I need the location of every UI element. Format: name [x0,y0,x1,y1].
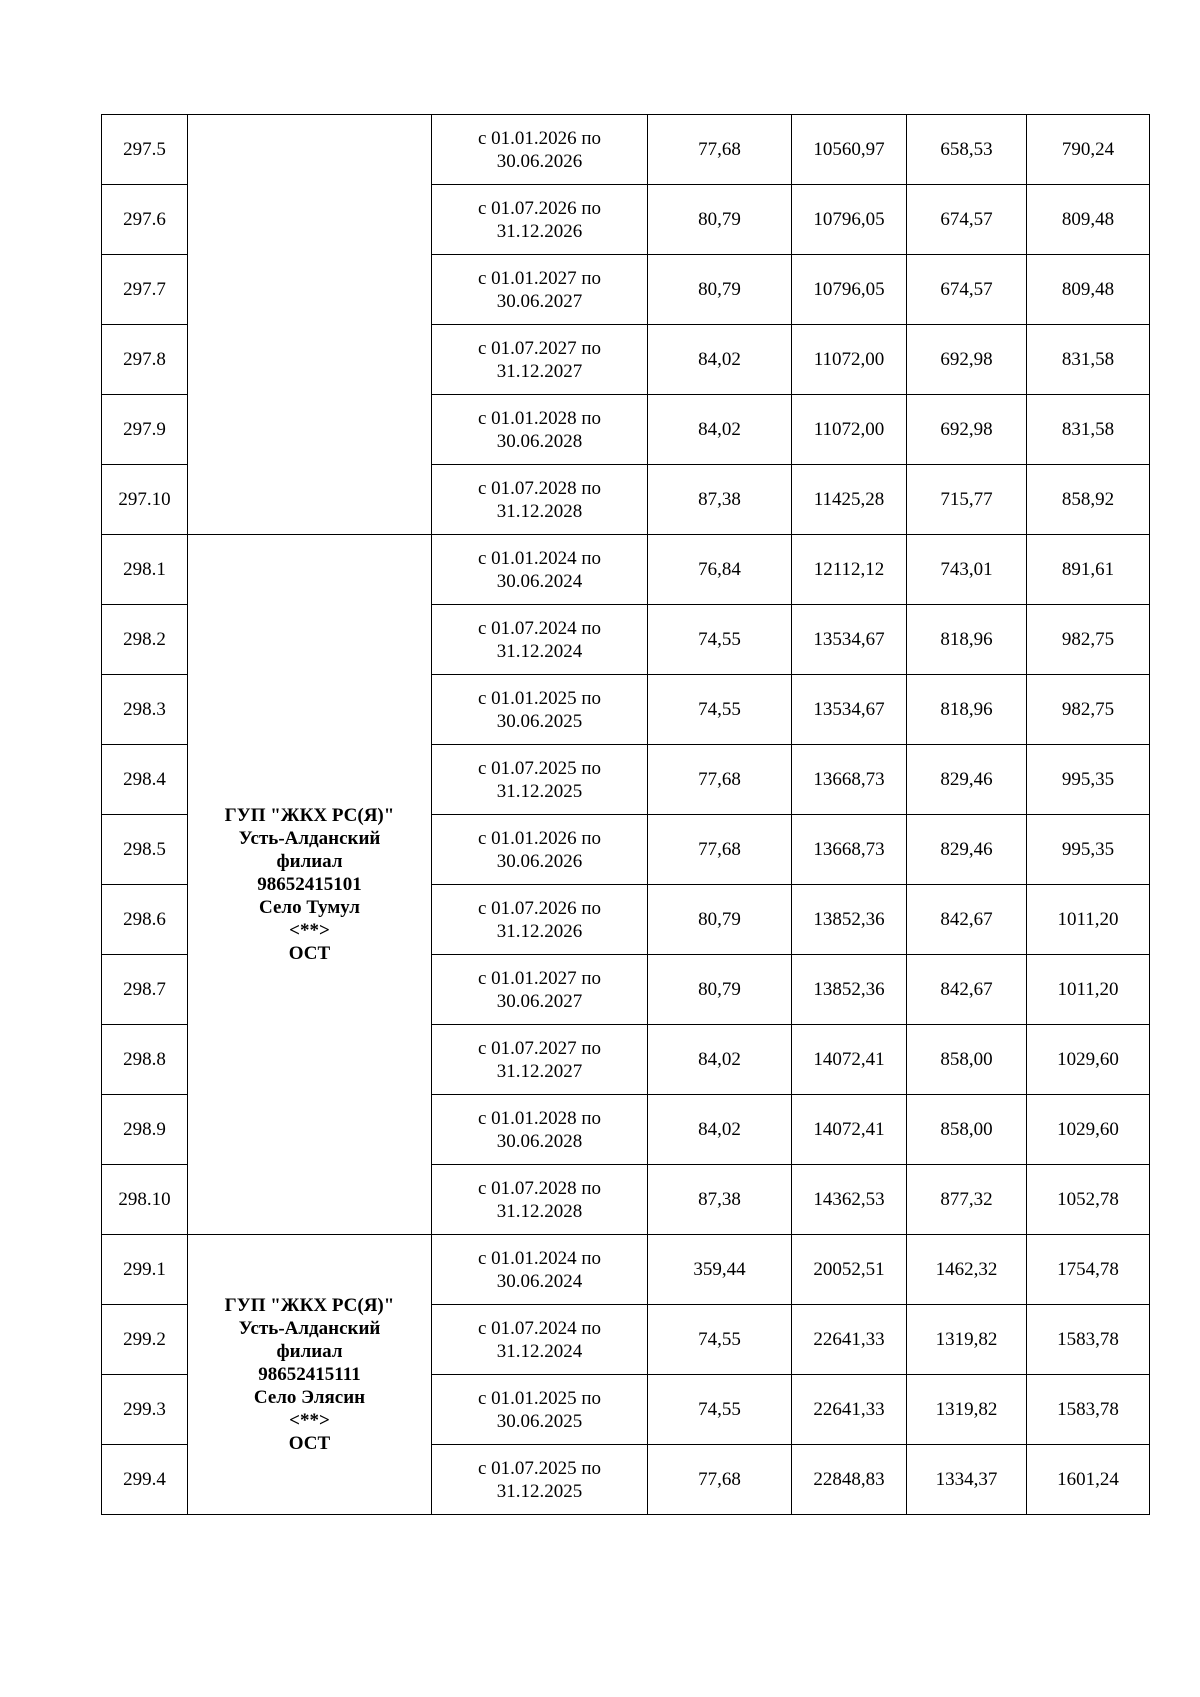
value-col-2: 13852,36 [792,885,907,955]
row-number: 298.5 [102,815,188,885]
value-col-2: 10560,97 [792,115,907,185]
value-col-2: 11072,00 [792,395,907,465]
period-end: 30.06.2027 [496,290,583,312]
value-col-3: 743,01 [907,535,1027,605]
period-end: 30.06.2027 [496,990,583,1012]
value-col-4: 809,48 [1027,185,1150,255]
value-col-3: 715,77 [907,465,1027,535]
period-start: с 01.01.2027 по [477,267,602,289]
period-end: 30.06.2024 [496,570,583,592]
row-number: 298.7 [102,955,188,1025]
period-start: с 01.07.2028 по [477,477,602,499]
period-end: 31.12.2026 [496,920,583,942]
value-col-3: 877,32 [907,1165,1027,1235]
value-col-2: 14072,41 [792,1025,907,1095]
period-start: с 01.01.2025 по [477,687,602,709]
period-cell [432,1165,648,1235]
value-col-2: 22848,83 [792,1445,907,1515]
value-col-3: 829,46 [907,815,1027,885]
value-col-2: 13534,67 [792,605,907,675]
row-number: 299.4 [102,1445,188,1515]
period-cell [432,1305,648,1375]
value-col-1: 74,55 [648,1375,792,1445]
value-col-1: 77,68 [648,1445,792,1515]
value-col-2: 13668,73 [792,815,907,885]
value-col-1: 87,38 [648,1165,792,1235]
value-col-1: 77,68 [648,745,792,815]
period-start: с 01.01.2024 по [477,1247,602,1269]
table-body [102,115,1150,1515]
value-col-1: 80,79 [648,955,792,1025]
period-start: с 01.01.2026 по [477,827,602,849]
value-col-2: 11425,28 [792,465,907,535]
period-end: 31.12.2028 [496,500,583,522]
value-col-3: 829,46 [907,745,1027,815]
organization-line: ГУП "ЖКХ РС(Я)" [224,805,395,826]
row-number: 299.3 [102,1375,188,1445]
value-col-3: 674,57 [907,185,1027,255]
period-end: 31.12.2027 [496,360,583,382]
period-cell [432,745,648,815]
row-number: 298.4 [102,745,188,815]
row-number: 297.5 [102,115,188,185]
organization-line: Село Тумул [259,897,360,918]
value-col-2: 22641,33 [792,1375,907,1445]
value-col-2: 14362,53 [792,1165,907,1235]
value-col-3: 692,98 [907,395,1027,465]
value-col-2: 22641,33 [792,1305,907,1375]
period-cell [432,325,648,395]
value-col-4: 1011,20 [1027,955,1150,1025]
row-number: 297.7 [102,255,188,325]
period-cell [432,1025,648,1095]
row-number: 298.9 [102,1095,188,1165]
period-start: с 01.07.2024 по [477,1317,602,1339]
row-number: 297.9 [102,395,188,465]
value-col-2: 14072,41 [792,1095,907,1165]
organization-cell [188,115,432,535]
row-number: 297.6 [102,185,188,255]
period-start: с 01.07.2024 по [477,617,602,639]
value-col-4: 831,58 [1027,325,1150,395]
row-number: 298.10 [102,1165,188,1235]
period-end: 31.12.2026 [496,220,583,242]
value-col-3: 818,96 [907,675,1027,745]
period-cell [432,815,648,885]
value-col-3: 674,57 [907,255,1027,325]
organization-cell [188,1235,432,1515]
value-col-1: 80,79 [648,185,792,255]
value-col-4: 809,48 [1027,255,1150,325]
value-col-1: 359,44 [648,1235,792,1305]
value-col-1: 74,55 [648,1305,792,1375]
row-number: 298.6 [102,885,188,955]
period-end: 30.06.2028 [496,1130,583,1152]
period-cell [432,395,648,465]
period-cell [432,885,648,955]
period-cell [432,115,648,185]
period-end: 30.06.2025 [496,1410,583,1432]
period-end: 31.12.2028 [496,1200,583,1222]
value-col-1: 76,84 [648,535,792,605]
row-number: 298.1 [102,535,188,605]
value-col-4: 995,35 [1027,815,1150,885]
value-col-2: 12112,12 [792,535,907,605]
organization-line: ГУП "ЖКХ РС(Я)" [224,1295,395,1316]
value-col-4: 891,61 [1027,535,1150,605]
row-number: 297.10 [102,465,188,535]
value-col-1: 77,68 [648,815,792,885]
value-col-4: 1029,60 [1027,1095,1150,1165]
value-col-4: 1583,78 [1027,1305,1150,1375]
value-col-1: 84,02 [648,325,792,395]
value-col-1: 80,79 [648,885,792,955]
value-col-2: 13668,73 [792,745,907,815]
value-col-2: 11072,00 [792,325,907,395]
row-number: 298.8 [102,1025,188,1095]
organization-line: 98652415101 [257,874,362,895]
organization-line: Усть-Алданский [238,828,381,849]
value-col-1: 84,02 [648,1095,792,1165]
value-col-1: 84,02 [648,395,792,465]
period-cell [432,1235,648,1305]
value-col-4: 858,92 [1027,465,1150,535]
value-col-3: 818,96 [907,605,1027,675]
period-end: 31.12.2027 [496,1060,583,1082]
period-start: с 01.07.2027 по [477,1037,602,1059]
table-row [102,535,1150,605]
value-col-3: 858,00 [907,1025,1027,1095]
organization-line: ОСТ [288,1433,331,1454]
value-col-1: 77,68 [648,115,792,185]
period-end: 30.06.2026 [496,850,583,872]
value-col-4: 982,75 [1027,605,1150,675]
organization-cell [188,535,432,1235]
value-col-1: 74,55 [648,605,792,675]
period-end: 30.06.2025 [496,710,583,732]
value-col-2: 13852,36 [792,955,907,1025]
period-start: с 01.07.2025 по [477,1457,602,1479]
value-col-1: 87,38 [648,465,792,535]
period-cell [432,465,648,535]
organization-line: Село Элясин [253,1387,366,1408]
value-col-3: 1319,82 [907,1375,1027,1445]
period-end: 31.12.2025 [496,780,583,802]
value-col-4: 831,58 [1027,395,1150,465]
period-end: 30.06.2028 [496,430,583,452]
value-col-4: 1754,78 [1027,1235,1150,1305]
period-start: с 01.07.2026 по [477,197,602,219]
period-start: с 01.01.2028 по [477,1107,602,1129]
value-col-3: 692,98 [907,325,1027,395]
period-start: с 01.07.2027 по [477,337,602,359]
organization-line: филиал [276,851,343,872]
tariff-table [101,114,1150,1515]
organization-line: <**> [289,920,330,941]
period-end: 31.12.2024 [496,640,583,662]
organization-line: 98652415111 [258,1364,361,1385]
period-end: 30.06.2026 [496,150,583,172]
value-col-2: 10796,05 [792,255,907,325]
value-col-2: 10796,05 [792,185,907,255]
value-col-4: 1011,20 [1027,885,1150,955]
row-number: 299.1 [102,1235,188,1305]
period-cell [432,535,648,605]
period-cell [432,675,648,745]
row-number: 298.2 [102,605,188,675]
value-col-4: 1601,24 [1027,1445,1150,1515]
period-cell [432,605,648,675]
period-start: с 01.01.2026 по [477,127,602,149]
table-row [102,1235,1150,1305]
organization-line: <**> [289,1410,330,1431]
period-cell [432,185,648,255]
value-col-3: 658,53 [907,115,1027,185]
period-start: с 01.07.2025 по [477,757,602,779]
value-col-3: 1334,37 [907,1445,1027,1515]
period-start: с 01.07.2028 по [477,1177,602,1199]
value-col-2: 20052,51 [792,1235,907,1305]
value-col-4: 1052,78 [1027,1165,1150,1235]
period-start: с 01.01.2028 по [477,407,602,429]
value-col-3: 858,00 [907,1095,1027,1165]
organization-line: ОСТ [288,943,331,964]
value-col-1: 80,79 [648,255,792,325]
period-end: 31.12.2024 [496,1340,583,1362]
row-number: 298.3 [102,675,188,745]
value-col-4: 995,35 [1027,745,1150,815]
value-col-3: 842,67 [907,885,1027,955]
organization-line: Усть-Алданский [238,1318,381,1339]
period-end: 31.12.2025 [496,1480,583,1502]
value-col-4: 982,75 [1027,675,1150,745]
period-start: с 01.01.2027 по [477,967,602,989]
row-number: 299.2 [102,1305,188,1375]
value-col-3: 1462,32 [907,1235,1027,1305]
period-start: с 01.07.2026 по [477,897,602,919]
value-col-2: 13534,67 [792,675,907,745]
value-col-3: 1319,82 [907,1305,1027,1375]
period-start: с 01.01.2024 по [477,547,602,569]
period-cell [432,1445,648,1515]
period-cell [432,255,648,325]
period-start: с 01.01.2025 по [477,1387,602,1409]
organization-line: филиал [276,1341,343,1362]
value-col-1: 84,02 [648,1025,792,1095]
value-col-4: 1583,78 [1027,1375,1150,1445]
table-row [102,115,1150,185]
row-number: 297.8 [102,325,188,395]
period-cell [432,955,648,1025]
value-col-1: 74,55 [648,675,792,745]
period-end: 30.06.2024 [496,1270,583,1292]
period-cell [432,1375,648,1445]
period-cell [432,1095,648,1165]
value-col-3: 842,67 [907,955,1027,1025]
value-col-4: 790,24 [1027,115,1150,185]
value-col-4: 1029,60 [1027,1025,1150,1095]
